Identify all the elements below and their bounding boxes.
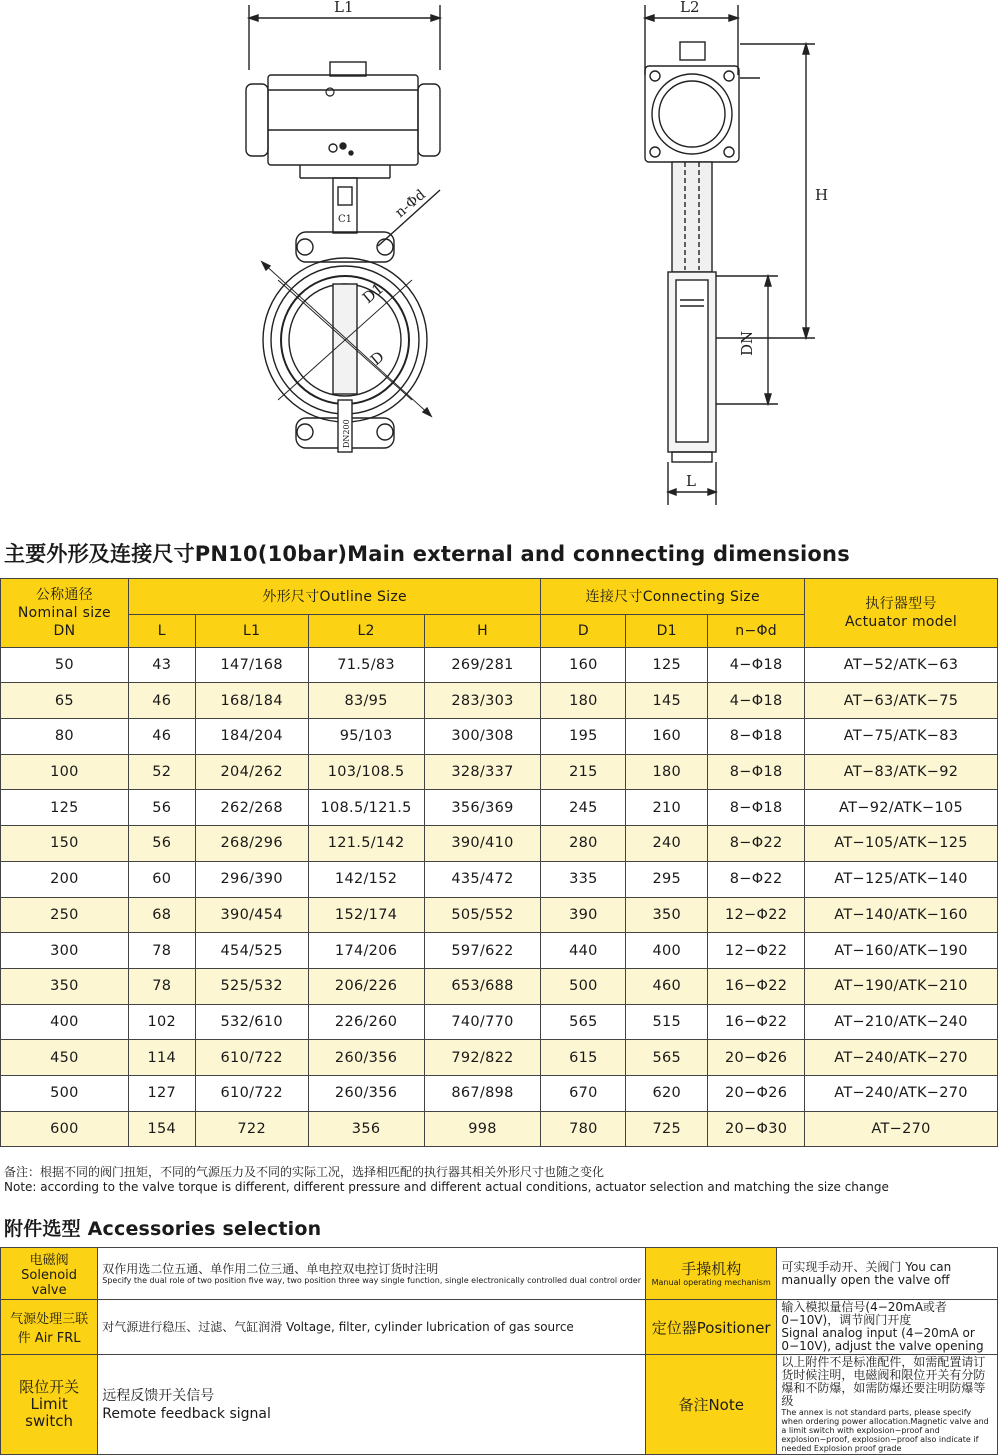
cell-actuator-model: AT−210/ATK−240 bbox=[805, 1004, 998, 1040]
cell-h: 792/822 bbox=[424, 1040, 541, 1076]
cell-n-phi-d: 4−Φ18 bbox=[708, 683, 805, 719]
cell-d1: 145 bbox=[626, 683, 708, 719]
cell-l2: 142/152 bbox=[308, 861, 424, 897]
accessory-row bbox=[1, 1300, 998, 1355]
cell-h: 653/688 bbox=[424, 968, 541, 1004]
table-row bbox=[1, 968, 998, 1004]
cell-l: 56 bbox=[128, 826, 195, 862]
valve-technical-drawing bbox=[0, 0, 1000, 520]
cell-n-phi-d: 12−Φ22 bbox=[708, 933, 805, 969]
main-dimensions-title: 主要外形及连接尺寸PN10(10bar)Main external and connecting dimensions bbox=[4, 542, 850, 566]
cell-h: 269/281 bbox=[424, 647, 541, 683]
cell-d1: 515 bbox=[626, 1004, 708, 1040]
cell-d1: 460 bbox=[626, 968, 708, 1004]
manual-mechanism-key: 手操机构 Manual operating mechanism bbox=[646, 1248, 777, 1300]
cell-l2: 174/206 bbox=[308, 933, 424, 969]
cell-n-phi-d: 8−Φ18 bbox=[708, 790, 805, 826]
cell-d1: 295 bbox=[626, 861, 708, 897]
cell-l: 56 bbox=[128, 790, 195, 826]
cell-n-phi-d: 20−Φ26 bbox=[708, 1075, 805, 1111]
cell-dn: 500 bbox=[1, 1075, 129, 1111]
d1-label: D1 bbox=[359, 279, 388, 308]
cell-n-phi-d: 20−Φ26 bbox=[708, 1040, 805, 1076]
cell-actuator-model: AT−240/ATK−270 bbox=[805, 1075, 998, 1111]
cell-n-phi-d: 8−Φ18 bbox=[708, 719, 805, 755]
limit-switch-value: 远程反馈开关信号 Remote feedback signal bbox=[98, 1355, 646, 1455]
air-frl-value: 对气源进行稳压、过滤、气缸润滑 Voltage, filter, cylinder lubrication of gas source bbox=[98, 1300, 646, 1355]
table-row bbox=[1, 1004, 998, 1040]
cell-h: 300/308 bbox=[424, 719, 541, 755]
cell-d1: 160 bbox=[626, 719, 708, 755]
cell-l2: 95/103 bbox=[308, 719, 424, 755]
d-label: D bbox=[367, 347, 388, 370]
cell-d: 780 bbox=[541, 1111, 626, 1147]
cell-d: 180 bbox=[541, 683, 626, 719]
cell-l1: 268/296 bbox=[195, 826, 308, 862]
accessory-row bbox=[1, 1248, 998, 1300]
cell-l1: 610/722 bbox=[195, 1075, 308, 1111]
cell-h: 740/770 bbox=[424, 1004, 541, 1040]
cell-l1: 722 bbox=[195, 1111, 308, 1147]
cell-n-phi-d: 16−Φ22 bbox=[708, 1004, 805, 1040]
cell-dn: 600 bbox=[1, 1111, 129, 1147]
header-l2: L2 bbox=[308, 614, 424, 647]
cell-l: 114 bbox=[128, 1040, 195, 1076]
cell-actuator-model: AT−75/ATK−83 bbox=[805, 719, 998, 755]
cell-h: 998 bbox=[424, 1111, 541, 1147]
table-row bbox=[1, 719, 998, 755]
cell-l: 43 bbox=[128, 647, 195, 683]
cell-l2: 356 bbox=[308, 1111, 424, 1147]
cell-d: 440 bbox=[541, 933, 626, 969]
cell-d1: 620 bbox=[626, 1075, 708, 1111]
cell-actuator-model: AT−92/ATK−105 bbox=[805, 790, 998, 826]
solenoid-valve-value: 双作用选二位五通、单作用二位三通、单电控双电控订货时注明 Specify the dual role of two position five way, two position three way single function, single electronically controlled dual control order bbox=[98, 1248, 646, 1300]
header-l1: L1 bbox=[195, 614, 308, 647]
cell-dn: 50 bbox=[1, 647, 129, 683]
l-dim-label: L bbox=[686, 472, 696, 490]
header-d1: D1 bbox=[626, 614, 708, 647]
cell-h: 356/369 bbox=[424, 790, 541, 826]
cell-d1: 125 bbox=[626, 647, 708, 683]
cell-dn: 150 bbox=[1, 826, 129, 862]
cell-dn: 65 bbox=[1, 683, 129, 719]
note-key: 备注Note bbox=[646, 1355, 777, 1455]
cell-actuator-model: AT−63/ATK−75 bbox=[805, 683, 998, 719]
nphid-label: n-Φd bbox=[392, 186, 429, 222]
cell-l: 154 bbox=[128, 1111, 195, 1147]
header-d: D bbox=[541, 614, 626, 647]
manual-mechanism-value: 可实现手动开、关阀门 You can manually open the valve off bbox=[777, 1248, 998, 1300]
l2-dim-label: L2 bbox=[680, 0, 700, 16]
dimensions-table bbox=[0, 578, 998, 1147]
table-row bbox=[1, 683, 998, 719]
cell-d1: 350 bbox=[626, 897, 708, 933]
cell-l1: 525/532 bbox=[195, 968, 308, 1004]
table-row bbox=[1, 1075, 998, 1111]
positioner-value: 输入模拟量信号(4−20mA或者0−10V)，调节阀门开度 Signal analog input (4−20mA or 0−10V), adjust the valve opening bbox=[777, 1300, 998, 1355]
table-row bbox=[1, 1040, 998, 1076]
cell-d1: 565 bbox=[626, 1040, 708, 1076]
cell-d1: 240 bbox=[626, 826, 708, 862]
cell-l2: 260/356 bbox=[308, 1075, 424, 1111]
cell-l1: 454/525 bbox=[195, 933, 308, 969]
header-l: L bbox=[128, 614, 195, 647]
cell-dn: 125 bbox=[1, 790, 129, 826]
h-dim-label: H bbox=[815, 186, 829, 204]
cell-d: 195 bbox=[541, 719, 626, 755]
cell-d1: 725 bbox=[626, 1111, 708, 1147]
cell-n-phi-d: 20−Φ30 bbox=[708, 1111, 805, 1147]
header-connecting-size: 连接尺寸Connecting Size bbox=[541, 579, 805, 615]
note-english: Note: according to the valve torque is different, different pressure and different actual conditions, actuator selection and matching the size change bbox=[4, 1180, 889, 1194]
drawing-svg bbox=[0, 0, 1000, 520]
cell-l2: 226/260 bbox=[308, 1004, 424, 1040]
cell-l: 52 bbox=[128, 754, 195, 790]
cell-l: 60 bbox=[128, 861, 195, 897]
header-outline-size: 外形尺寸Outline Size bbox=[128, 579, 541, 615]
cell-h: 390/410 bbox=[424, 826, 541, 862]
cell-dn: 300 bbox=[1, 933, 129, 969]
positioner-key: 定位器Positioner bbox=[646, 1300, 777, 1355]
cell-d: 215 bbox=[541, 754, 626, 790]
cell-l: 102 bbox=[128, 1004, 195, 1040]
cell-d: 280 bbox=[541, 826, 626, 862]
note-value: 以上附件不是标准配件，如需配置请订货时候注明，电磁阀和限位开关有分防爆和不防爆，如需防爆还要注明防爆等级 The annex is not standard parts, please specify when ordering power allocation.Magnetic valve and a limit switch with explosion−proof and explosion−proof, explosion−proof also indicate if needed Explosion proof grade bbox=[777, 1355, 998, 1455]
cell-l2: 103/108.5 bbox=[308, 754, 424, 790]
cell-dn: 80 bbox=[1, 719, 129, 755]
cell-l2: 83/95 bbox=[308, 683, 424, 719]
cell-h: 505/552 bbox=[424, 897, 541, 933]
cell-dn: 200 bbox=[1, 861, 129, 897]
solenoid-valve-key: 电磁阀Solenoid valve bbox=[1, 1248, 98, 1300]
accessories-title: 附件选型 Accessories selection bbox=[4, 1218, 322, 1240]
accessory-row bbox=[1, 1355, 998, 1455]
cell-dn: 450 bbox=[1, 1040, 129, 1076]
c1-label: C1 bbox=[338, 214, 353, 225]
cell-l1: 204/262 bbox=[195, 754, 308, 790]
cell-l2: 121.5/142 bbox=[308, 826, 424, 862]
cell-h: 283/303 bbox=[424, 683, 541, 719]
cell-d1: 400 bbox=[626, 933, 708, 969]
cell-l1: 296/390 bbox=[195, 861, 308, 897]
table-row bbox=[1, 861, 998, 897]
cell-l2: 71.5/83 bbox=[308, 647, 424, 683]
cell-dn: 400 bbox=[1, 1004, 129, 1040]
limit-switch-key: 限位开关 Limit switch bbox=[1, 1355, 98, 1455]
cell-n-phi-d: 8−Φ18 bbox=[708, 754, 805, 790]
cell-d: 160 bbox=[541, 647, 626, 683]
cell-h: 867/898 bbox=[424, 1075, 541, 1111]
cell-n-phi-d: 12−Φ22 bbox=[708, 897, 805, 933]
cell-l1: 184/204 bbox=[195, 719, 308, 755]
cell-actuator-model: AT−270 bbox=[805, 1111, 998, 1147]
cell-d: 335 bbox=[541, 861, 626, 897]
header-actuator-model: 执行器型号 Actuator model bbox=[805, 579, 998, 648]
cell-d: 670 bbox=[541, 1075, 626, 1111]
cell-n-phi-d: 8−Φ22 bbox=[708, 861, 805, 897]
cell-dn: 250 bbox=[1, 897, 129, 933]
table-row bbox=[1, 826, 998, 862]
cell-l: 78 bbox=[128, 968, 195, 1004]
cell-d: 245 bbox=[541, 790, 626, 826]
cell-d1: 210 bbox=[626, 790, 708, 826]
cell-d: 500 bbox=[541, 968, 626, 1004]
cell-actuator-model: AT−240/ATK−270 bbox=[805, 1040, 998, 1076]
cell-actuator-model: AT−140/ATK−160 bbox=[805, 897, 998, 933]
cell-n-phi-d: 4−Φ18 bbox=[708, 647, 805, 683]
table-row bbox=[1, 754, 998, 790]
dn-dim-label: DN bbox=[738, 330, 756, 356]
table-row bbox=[1, 1111, 998, 1147]
cell-l: 46 bbox=[128, 683, 195, 719]
cell-d: 390 bbox=[541, 897, 626, 933]
cell-l1: 262/268 bbox=[195, 790, 308, 826]
cell-l: 127 bbox=[128, 1075, 195, 1111]
l1-dim-label: L1 bbox=[334, 0, 354, 16]
cell-actuator-model: AT−160/ATK−190 bbox=[805, 933, 998, 969]
cell-actuator-model: AT−190/ATK−210 bbox=[805, 968, 998, 1004]
cell-h: 435/472 bbox=[424, 861, 541, 897]
header-nominal-size: 公称通径 Nominal size DN bbox=[1, 579, 129, 648]
dn200-label: DN200 bbox=[342, 419, 351, 448]
cell-l: 68 bbox=[128, 897, 195, 933]
cell-l1: 390/454 bbox=[195, 897, 308, 933]
cell-n-phi-d: 16−Φ22 bbox=[708, 968, 805, 1004]
cell-actuator-model: AT−83/ATK−92 bbox=[805, 754, 998, 790]
cell-l1: 610/722 bbox=[195, 1040, 308, 1076]
cell-actuator-model: AT−125/ATK−140 bbox=[805, 861, 998, 897]
cell-d: 615 bbox=[541, 1040, 626, 1076]
cell-l1: 147/168 bbox=[195, 647, 308, 683]
cell-l: 78 bbox=[128, 933, 195, 969]
cell-l2: 108.5/121.5 bbox=[308, 790, 424, 826]
note-chinese: 备注：根据不同的阀门扭矩，不同的气源压力及不同的实际工况，选择相匹配的执行器其相关外形尺寸也随之变化 bbox=[4, 1165, 605, 1179]
cell-h: 597/622 bbox=[424, 933, 541, 969]
cell-l2: 260/356 bbox=[308, 1040, 424, 1076]
cell-l: 46 bbox=[128, 719, 195, 755]
cell-actuator-model: AT−105/ATK−125 bbox=[805, 826, 998, 862]
header-n-phi-d: n−Φd bbox=[708, 614, 805, 647]
cell-l1: 168/184 bbox=[195, 683, 308, 719]
cell-l2: 152/174 bbox=[308, 897, 424, 933]
table-row bbox=[1, 897, 998, 933]
cell-dn: 100 bbox=[1, 754, 129, 790]
table-row bbox=[1, 647, 998, 683]
cell-d1: 180 bbox=[626, 754, 708, 790]
cell-actuator-model: AT−52/ATK−63 bbox=[805, 647, 998, 683]
table-row bbox=[1, 933, 998, 969]
cell-l1: 532/610 bbox=[195, 1004, 308, 1040]
cell-l2: 206/226 bbox=[308, 968, 424, 1004]
cell-n-phi-d: 8−Φ22 bbox=[708, 826, 805, 862]
cell-dn: 350 bbox=[1, 968, 129, 1004]
accessories-table bbox=[0, 1247, 998, 1455]
air-frl-key: 气源处理三联件 Air FRL bbox=[1, 1300, 98, 1355]
header-h: H bbox=[424, 614, 541, 647]
cell-h: 328/337 bbox=[424, 754, 541, 790]
cell-d: 565 bbox=[541, 1004, 626, 1040]
table-row bbox=[1, 790, 998, 826]
